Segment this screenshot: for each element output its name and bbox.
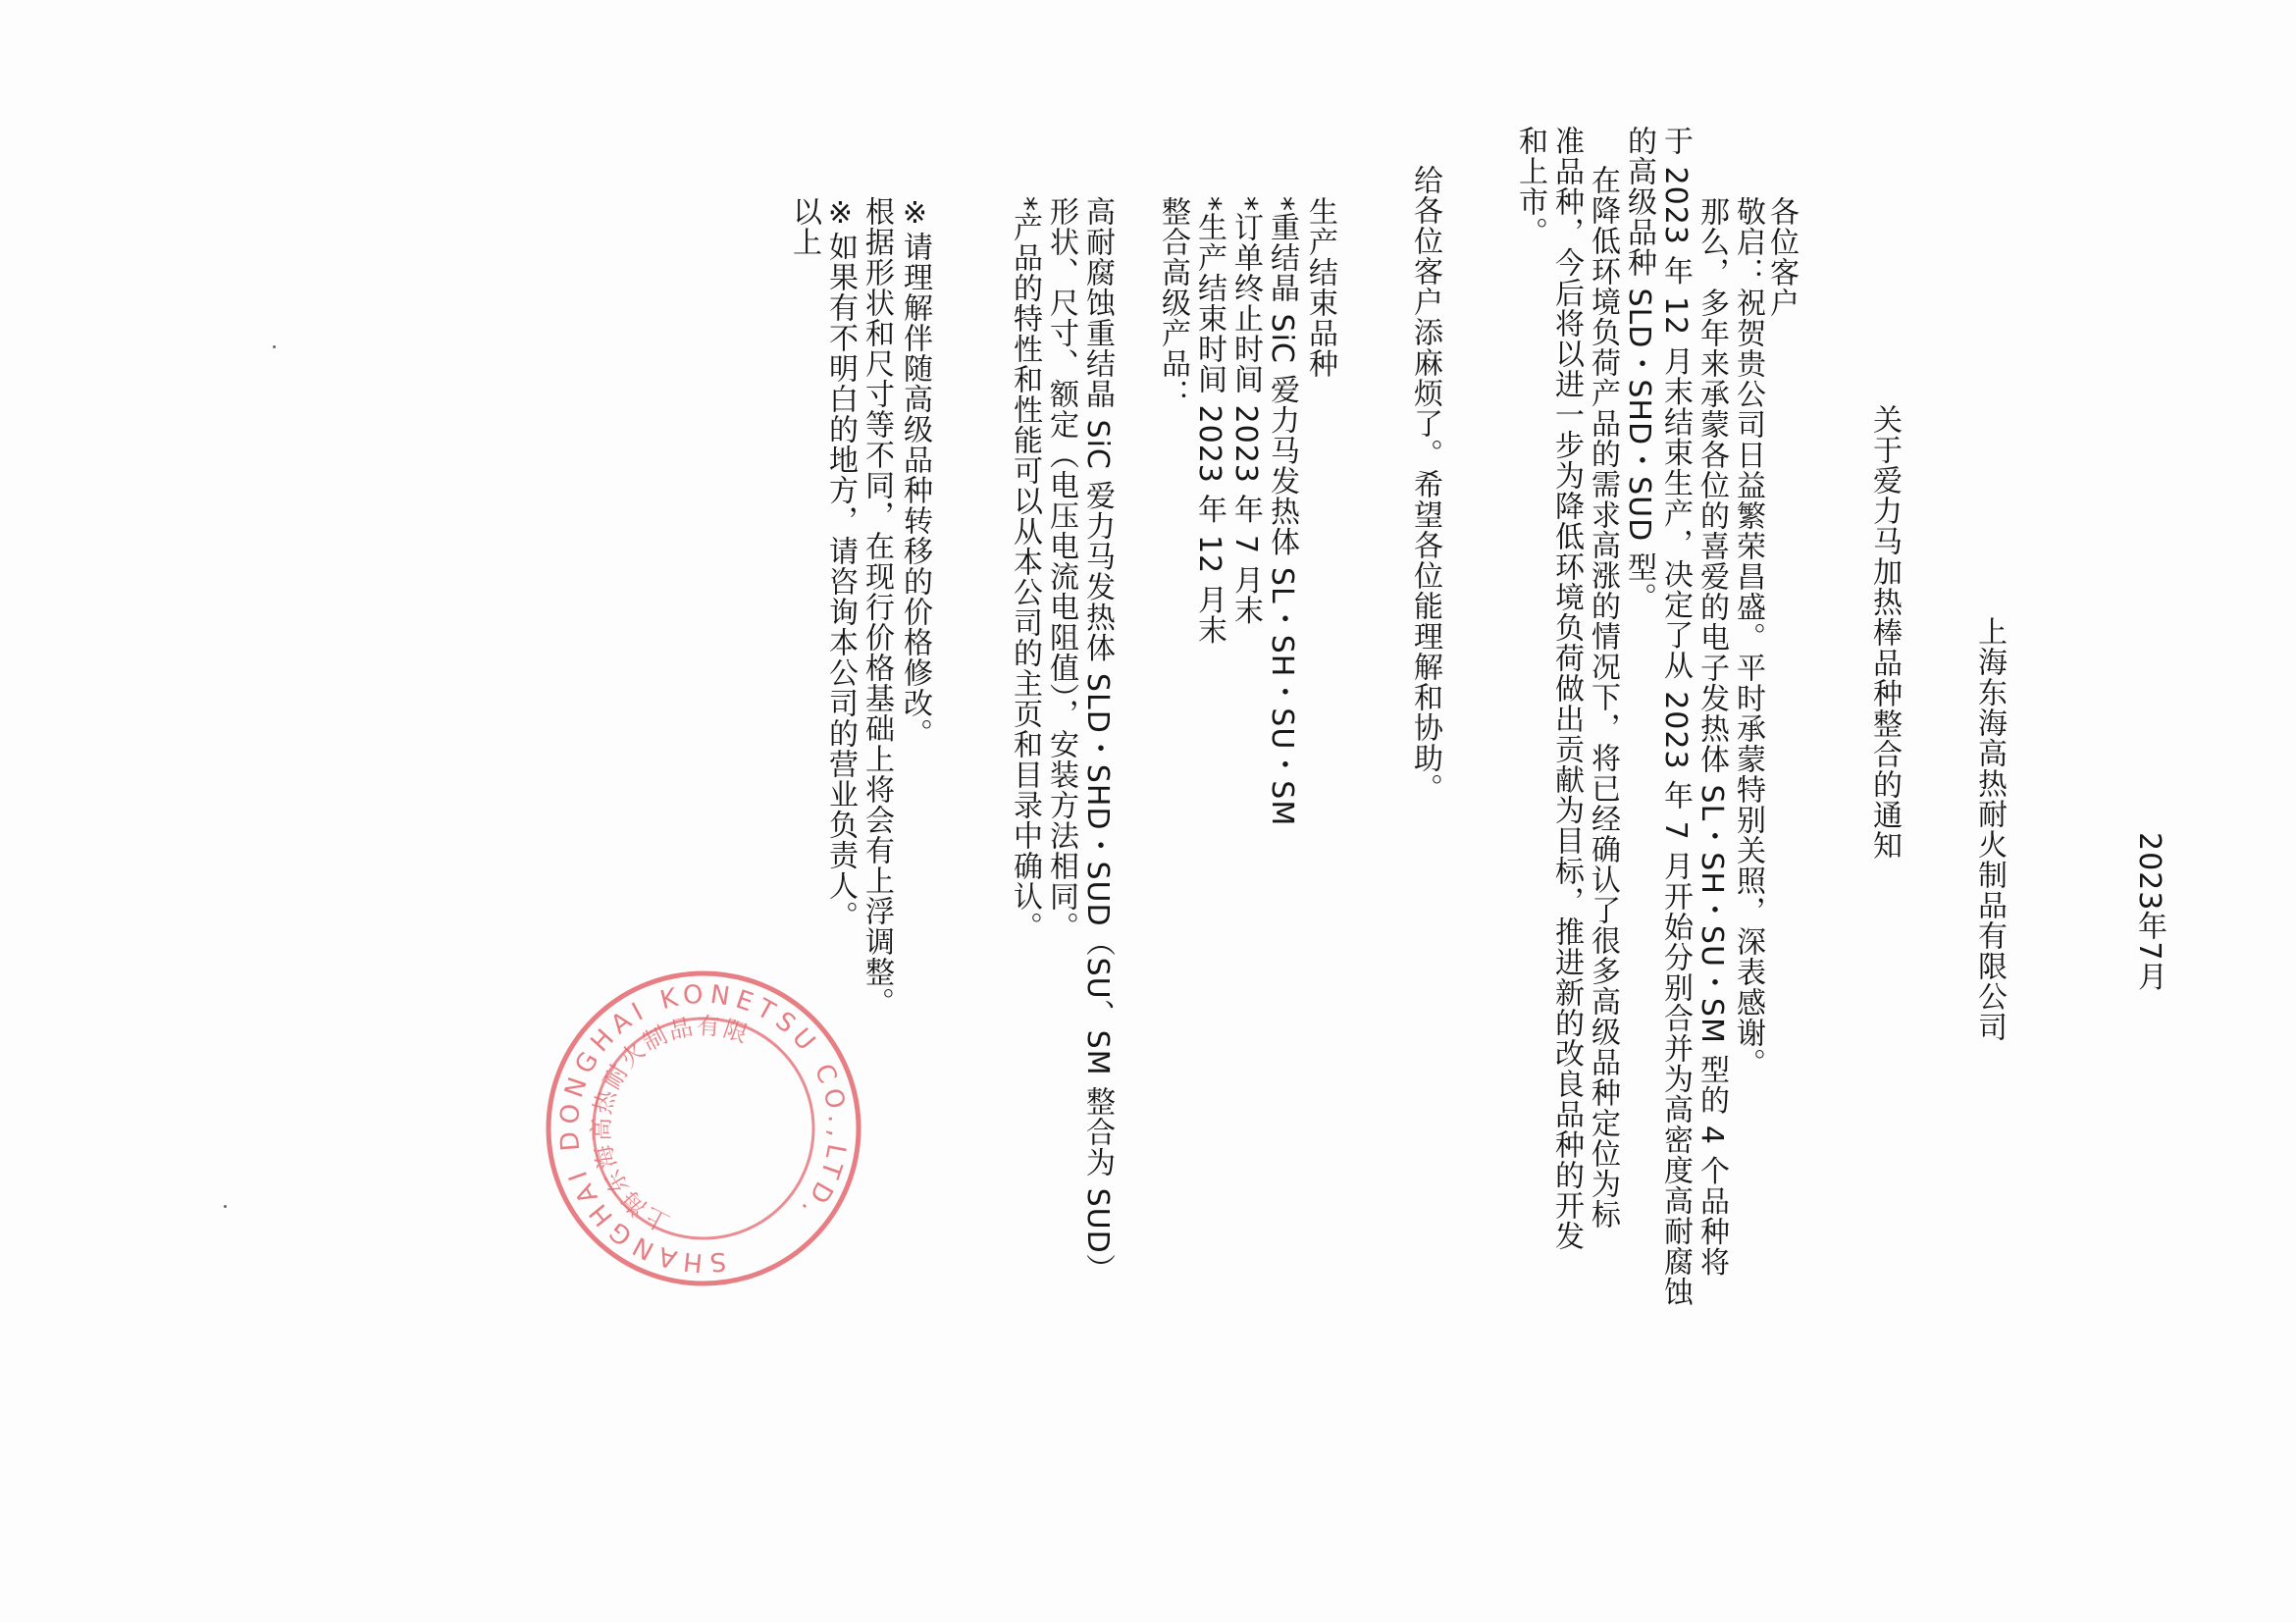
end-section-heading: 生产结束品种 bbox=[1303, 196, 1337, 379]
end-section-item: *重结晶 SiC 爱力马发热体 SL・SH・SU・SM bbox=[1265, 196, 1299, 827]
scan-speck bbox=[224, 1205, 227, 1208]
merge-section-heading: 整合高级产品： bbox=[1156, 196, 1190, 409]
notice-title: 关于爱力马加热棒品种整合的通知 bbox=[1867, 404, 1902, 861]
salutation: 各位客户 bbox=[1764, 196, 1799, 318]
note-line: 根据形状和尺寸等不同，在现行价格基础上将会有上浮调整。 bbox=[860, 196, 894, 1018]
seal-inner-text: 上海东海高热耐火制品有限公司 bbox=[587, 1012, 754, 1237]
body-line: 给各位客户添麻烦了。希望各位能理解和协助。 bbox=[1408, 165, 1442, 804]
body-line: 和上市。 bbox=[1513, 126, 1547, 247]
body-line: 于 2023 年 12 月末结束生产，决定了从 2023 年 7 月开始分别合并为高密度高耐腐蚀 bbox=[1658, 126, 1693, 1308]
body-line: 敬启：祝贺贵公司日益繁荣昌盛。平时承蒙特别关照，深表感谢。 bbox=[1731, 196, 1765, 1078]
company-seal bbox=[542, 967, 865, 1290]
end-section-item: *生产结束时间 2023 年 12 月末 bbox=[1192, 196, 1226, 646]
body-line: 的高级品种 SLD・SHD・SUD 型。 bbox=[1622, 126, 1656, 613]
body-line: 准品种，今后将以进一步为降低环境负荷做出贡献为目标，推进新的改良品种的开发 bbox=[1549, 126, 1584, 1251]
merge-section-line: *产品的特性和性能可以从本公司的主页和目录中确认。 bbox=[1008, 196, 1042, 942]
document-date: 2023年7月 bbox=[2132, 832, 2166, 992]
note-line: ※请理解伴随高级品种转移的价格修改。 bbox=[898, 196, 932, 749]
seal-outer-text: SHANGHAI DONGHAI KONETSU CO.,LTD. bbox=[554, 979, 853, 1278]
body-line: 在降低环境负荷产品的需求高涨的情况下，将已经确认了很多高级品种定位为标 bbox=[1586, 165, 1620, 1230]
scan-speck bbox=[273, 345, 276, 348]
body-line: 那么，多年来承蒙各位的喜爱的电子发热体 SL・SH・SU・SM 型的 4 个品种将 bbox=[1695, 196, 1729, 1278]
closing-mark: 以上 bbox=[787, 196, 821, 257]
note-line: ※如果有不明白的地方，请咨询本公司的营业负责人。 bbox=[823, 196, 858, 931]
merge-section-line: 高耐腐蚀重结晶 SiC 爱力马发热体 SLD・SHD・SUD（SU、SM 整合为 SUD） bbox=[1080, 196, 1115, 1284]
end-section-item: *订单终止时间 2023 年 7 月末 bbox=[1228, 196, 1263, 626]
merge-section-line: 形状、尺寸、额定（电压电流电阻值），安装方法相同。 bbox=[1044, 196, 1078, 942]
company-name: 上海东海高热耐火制品有限公司 bbox=[1972, 616, 2007, 1042]
